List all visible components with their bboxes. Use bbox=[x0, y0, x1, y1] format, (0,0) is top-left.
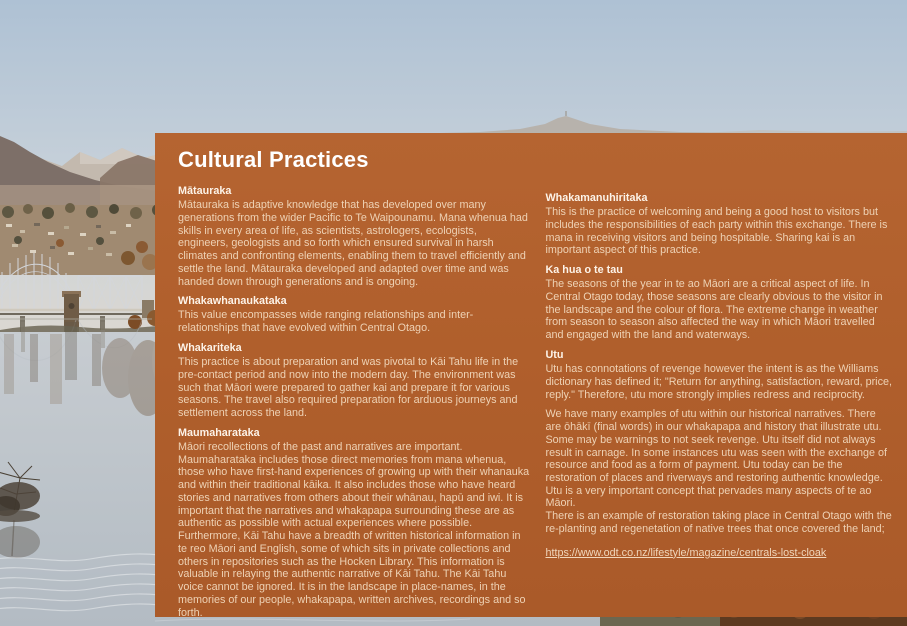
section-maumaharataka bbox=[178, 427, 529, 617]
utu-examples-paragraph: We have many examples of utu within our historical narratives. There are ōhākī (final words) in our whakapapa and history that illustrate utu. Some may be warnings to not seek revenge. Utu itself did not always result in carnage. In some instances utu was seen with the exchange of resource and food as a form of payment. Utu today can be the restoration of places and riverways and restoring authentic knowledge. Utu is a very important concept that pervades many aspects of te ao Māori. bbox=[545, 408, 887, 510]
section-body: The seasons of the year in te ao Māori are a critical aspect of life. In Central Otago today, those seasons are clearly obvious to the visitor in the landscape and the colour of flora. The extreme change in weather from season to season also affected the way in which Māori travelled and engaged with the land and waterways. bbox=[545, 278, 883, 342]
section-body: Mātauraka is adaptive knowledge that has developed over many generations from the wider Pacific to Te Waipounamu. Mana whenua had skills in every area of life, as scientists, astrologers, ecologists, engineers, geologists and so forth which ensured survival in harsh climates and confronting elements, enabling them to travel efficiently and settle the land. Mātauraka developed and adapted over time and was handed down through generations and is ongoing. bbox=[178, 199, 528, 288]
section-heading: Utu bbox=[545, 348, 564, 361]
section-heading: Whakamanuhiritaka bbox=[545, 192, 648, 204]
section-body: Māori recollections of the past and narratives are important. Maumaharataka includes those direct memories from mana whenua, those who have first-hand experiences of growing up with their whanauka and within their traditional kāika. It also includes those who have heard stories and narratives from others about their whānau, hapū and iwi. It is important that the narratives and whakapapa surrounding these are as authentic as possible with actual experiences where possible. Furthermore, Kāi Tahu have a breadth of written historical information in te reo Māori and English, some of which sits in private collections and others in repositories such as the Hocken Library. This information is valuable in relaying the authentic narrative of Kāi Tahu. The Kāi Tahu voice cannot be ignored. It is in the landscape in place-names, in the memories of our people, whakapapa, written archives, recordings and so forth. bbox=[178, 440, 530, 617]
content-panel bbox=[155, 133, 907, 617]
section-utu bbox=[545, 349, 893, 401]
section-whakariteka bbox=[178, 342, 529, 420]
two-column-layout bbox=[178, 185, 893, 617]
section-ka-hua-o-te-tau bbox=[545, 264, 893, 342]
right-column bbox=[545, 185, 893, 617]
section-body: This practice is about preparation and was pivotal to Kāi Tahu life in the pre-contact period and now into the modern day. The environment was such that Māori were prepared to gather kai and prepare it for various seasons. The travel also required preparation for arduous journeys and settlement across the land. bbox=[178, 356, 519, 420]
left-column bbox=[178, 185, 529, 617]
section-whakamanuhiritaka bbox=[545, 192, 893, 257]
section-matauraka bbox=[178, 185, 529, 288]
article-link[interactable]: https://www.odt.co.nz/lifestyle/magazine/centrals-lost-cloak bbox=[545, 546, 827, 559]
section-heading: Whakawhanaukataka bbox=[178, 295, 287, 308]
section-body: This is the practice of welcoming and being a good host to visitors but includes the responsibilities of each party within this exchange. There is mana in receiving visitors and being hospitable. Sharing kai is an important aspect of this practice. bbox=[545, 206, 888, 257]
page-title: Cultural Practices bbox=[178, 147, 369, 172]
section-heading: Maumaharataka bbox=[178, 426, 260, 439]
section-heading: Mātauraka bbox=[178, 185, 232, 197]
restoration-paragraph: There is an example of restoration taking place in Central Otago with the re-planting and regenetation of native trees that once covered the land; bbox=[545, 510, 892, 535]
section-heading: Whakariteka bbox=[178, 341, 242, 354]
section-whakawhanaukataka bbox=[178, 295, 529, 335]
section-body: Utu has connotations of revenge however the intent is as the Williams dictionary has defined it; "Return for anything, satisfaction, reward, price, reply." Therefore, utu more strongly implies redress and reciprocity. bbox=[545, 363, 892, 401]
section-heading: Ka hua o te tau bbox=[545, 264, 623, 277]
section-body: This value encompasses wide ranging relationships and inter-relationships that have evolved within Central Otago. bbox=[178, 309, 474, 335]
